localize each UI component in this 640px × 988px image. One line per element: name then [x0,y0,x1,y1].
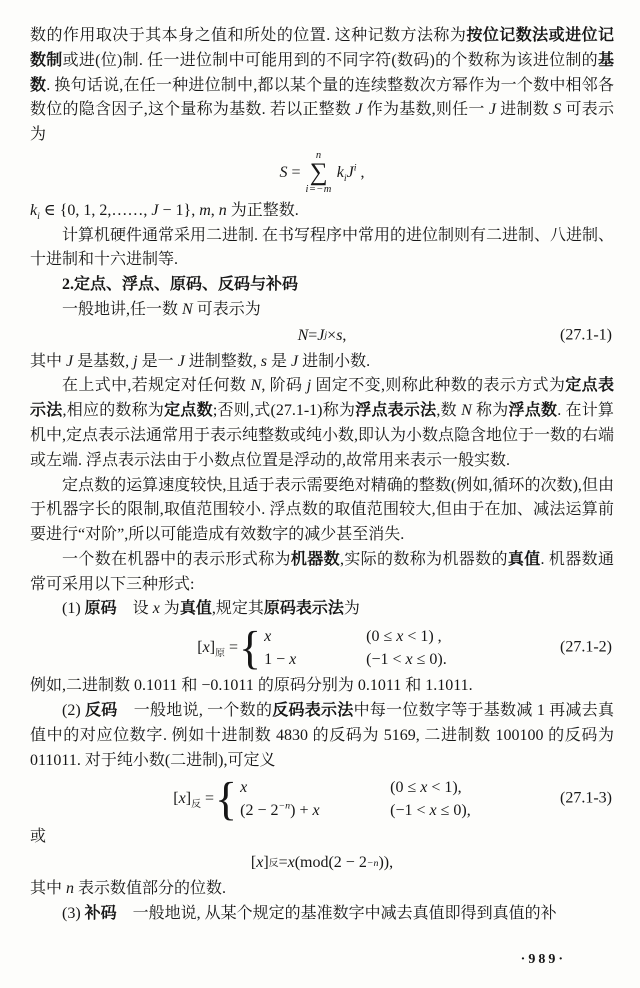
text-run: , [210,201,219,219]
text-run: (mod(2 − 2 [294,854,367,872]
text-run: 计算机硬件通常采用二进制. 在书写程序中常用的进位制则有二进制、八进制、十进制和十六进制等. [30,226,615,269]
text-run: 可表示为 [192,300,261,318]
text-run: x [312,802,320,820]
text-run: = [287,163,301,181]
text-run: < 1) , [403,628,442,646]
text-run: 原 [215,648,225,660]
equation-radix-sum [30,151,614,196]
text-run: S [279,163,288,181]
text-run: 设 [116,600,153,618]
text-run: < 1), [427,779,462,797]
text-run: J [66,352,74,370]
text-run: ,规定其 [211,600,264,618]
text-run: k [336,163,344,181]
text-run: (0 ≤ [366,628,397,646]
equation-body [197,621,447,674]
text-run: x [202,638,210,656]
text-run: . 机器数通常可采用以下三种形式: [30,550,614,593]
equation-rhs [337,163,365,184]
text-run: N [461,402,472,420]
text-run: 2.定点、浮点、原码、反码与补码 [62,276,299,294]
case-expression [264,625,366,648]
text-run: 是一 [137,352,178,370]
paragraph-or [30,825,614,850]
paragraph-speed-and-range [30,474,614,548]
text-run: ∈ {0, 1, 2,……, [39,201,152,219]
text-run: , 阶码 [261,377,307,395]
text-run: 定点数 [164,402,213,420]
text-run: 原码表示法 [263,600,344,618]
text-run: 真值 [507,550,541,568]
case-row [240,776,471,799]
equation-body [279,151,364,196]
text-run: , [342,326,347,344]
case-row [240,799,471,822]
equation-27-1-1 [30,326,614,347]
text-run: i [37,210,40,222]
case-condition [390,776,462,799]
text-run: x [429,802,437,820]
sigma-glyph: ∑ [309,159,328,187]
text-run: )), [378,854,394,872]
text-run: i [343,173,347,185]
text-run: = [200,790,215,808]
text-run: 浮点表示法 [355,402,437,420]
text-run: 是 [266,352,291,370]
text-run: x [240,779,248,797]
text-run: 其中 [30,352,67,370]
text-run: J [177,352,185,370]
text-run: 基数 [30,51,614,94]
text-run: S [553,101,562,119]
text-run: 一个数在机器中的表示形式称为 [62,550,291,568]
text-run: 是基数, [73,352,134,370]
case-condition [366,625,442,648]
text-run: 一般地说, 一个数的 [117,702,273,720]
text-run: 或进(位)制. 任一进位制中可能用到的不同字符(数码)的个数称为该进位制的 [62,51,598,69]
text-run: 机器数 [290,550,340,568]
text-run: 一般地讲,任一数 [62,300,183,318]
text-run: J [290,352,299,370]
equation-lhs [279,163,300,184]
text-run: 可表示为 [30,101,614,144]
case-expression [264,648,366,671]
text-run: x [420,779,428,797]
text-run: 进制小数. [298,352,371,370]
paragraph-where-j [30,350,614,375]
paragraph-original-code [30,597,614,622]
text-run: x [396,628,404,646]
paragraph-fixed-floating-definition [30,374,614,473]
text-run: 1 − [264,651,290,669]
paragraph-complement-code [30,902,614,927]
text-run: . 在计算机中,定点表示法通常用于表示纯整数或纯小数,即认为小数点隐含地位于一数的右端或左端. 浮点表示法由于小数点位置是浮动的,故常用来表示一般实数. [30,402,615,469]
equation-lhs [173,789,214,810]
text-run: s [260,352,267,370]
equation-body: N = J j × s , [298,326,347,347]
text-run: J [355,101,363,119]
text-run: J [151,201,159,219]
summation-symbol [306,151,332,196]
equation-lhs [197,638,238,659]
text-run: J [346,163,354,181]
paragraph-positional-notation [30,24,614,148]
text-run: 进制整数, [184,352,261,370]
text-run: 进制数 [496,101,554,119]
text-run: j [133,352,138,370]
text-run: 定点表示法 [30,377,614,420]
text-run: 定点数的运算速度较快,且适于表示需要绝对精确的整数(例如,循环的次数),但由于机器字长的限制,取值范围较小. 浮点数的取值范围较大,但由于在加、减法运算前要进行“对阶”,所以可能造成有效数字的减少甚至消失. [30,476,614,544]
case-condition [390,799,471,822]
text-run: 补码 [84,904,117,922]
text-run: ≤ 0). [412,651,447,669]
text-run: 表示数值部分的位数. [74,880,227,898]
text-run: 例如,二进制数 0.1011 和 −0.1011 的原码分别为 0.1011 和 1.1011. [30,677,473,695]
text-run: N [182,300,193,318]
text-run: = [224,638,239,656]
equation-body: [ x ] 反 = x (mod(2 − 2 −n )), [251,853,393,874]
piecewise-cases [240,776,471,822]
text-run: J [317,326,325,344]
case-expression [240,776,390,799]
text-run: x [289,651,297,669]
paragraph-general-number [30,298,614,323]
text-run: 反码表示法 [272,702,354,720]
text-run: x [178,790,186,808]
text-run: (2) [62,702,85,720]
text-run: 真值 [179,600,212,618]
text-run: 浮点数 [508,402,558,420]
text-run: ,实际的数称为机器数的 [339,550,508,568]
text-run: n [66,880,75,898]
text-run: (−1 < [390,802,430,820]
cases-brace: { [239,621,262,674]
paragraph-machine-number [30,548,614,598]
text-run: j [306,377,312,395]
paragraph-inverse-code [30,699,614,773]
equation-number: (27.1-3) [560,790,612,808]
page-text-column [30,24,614,927]
text-run: −n [278,801,291,813]
text-run: 为正整数. [226,201,299,219]
text-run: (2 − 2 [240,802,279,820]
summation-upper-limit: n [315,149,322,161]
text-run: (−1 < [366,651,406,669]
text-run: k [30,201,38,219]
text-run: x [256,854,264,872]
text-run: (3) [62,904,85,922]
page-number: ·989· [520,952,566,967]
text-run: N [297,326,309,344]
text-run: 中每一位数字等于基数减 1 再减去真值中的对应位数字. 例如十进制数 4830 的反码为 5169, 二进制数 100100 的反码为 011011. 对于纯小数(二进制),可定义 [30,702,614,769]
paragraph-original-example [30,674,614,699]
text-run: 数的作用取决于其本身之值和所处的位置. 这种记数方法称为 [30,27,467,44]
case-row [264,648,447,671]
equation-number: (27.1-2) [560,638,612,656]
paragraph-k-range [30,199,614,224]
case-row [264,625,447,648]
text-run: 按位记数法或进位记数制 [30,27,614,69]
text-run: ) + [290,802,313,820]
text-run: ,数 [436,402,462,420]
equation-27-1-3 [30,772,614,825]
text-run: 为 [343,600,360,618]
equation-27-1-2 [30,621,614,674]
text-run: 在上式中,若规定对任何数 [62,377,251,395]
text-run: 反码 [84,702,118,720]
text-run: J [488,101,497,119]
text-run: x [287,854,295,872]
text-run: , [356,163,365,181]
paragraph-where-n [30,877,614,902]
text-run: . 换句话说,在任一种进位制中,都以某个量的连续整数次方幂作为一个数中相邻各数位的隐含因子,这个量称为基数. 若以正整数 [30,76,614,119]
text-run: ≤ 0), [436,802,471,820]
case-condition [366,648,447,671]
text-run: 固定不变,则称此种数的表示方式为 [311,377,566,395]
text-run: − 1}, [158,201,200,219]
text-run: [ [197,638,203,656]
piecewise-cases [264,625,447,671]
text-run: [ [250,854,257,872]
text-run: 反 [191,799,201,811]
text-run: n [218,201,227,219]
text-run: ] [209,638,216,656]
equation-body [173,772,471,825]
case-expression [240,799,390,822]
text-run: x [405,651,413,669]
text-run: 一般地说, 从某个规定的基准数字中减去真值即得到真值的补 [116,904,557,922]
text-run: (0 ≤ [390,779,421,797]
text-run: ] [263,854,269,872]
text-run: = [278,854,288,872]
equation-inverse-mod [30,853,614,874]
text-run: (1) [62,600,85,618]
paragraph-binary-usage [30,224,614,274]
text-run: 作为基数,则任一 [362,101,489,119]
summation-lower-limit: i=−m [305,184,332,196]
text-run: m [199,201,211,219]
text-run: 为 [159,600,180,618]
text-run: ,相应的数称为 [62,402,165,420]
section-heading-codes [30,273,614,298]
text-run: x [264,628,272,646]
text-run: = [308,326,318,344]
text-run: × [327,326,337,344]
text-run: N [250,377,262,395]
text-run: 其中 [30,880,67,898]
text-run: 或 [30,828,47,846]
text-run: ;否则,式(27.1-1)称为 [212,402,356,420]
text-run: s [336,326,343,344]
cases-brace: { [215,772,238,825]
text-run: 称为 [471,402,509,420]
text-run: 原码 [84,600,117,618]
text-run: [ [173,790,179,808]
equation-number: (27.1-1) [560,326,612,344]
text-run: ] [185,790,192,808]
text-run: x [152,600,160,618]
text-run: i [353,162,357,174]
